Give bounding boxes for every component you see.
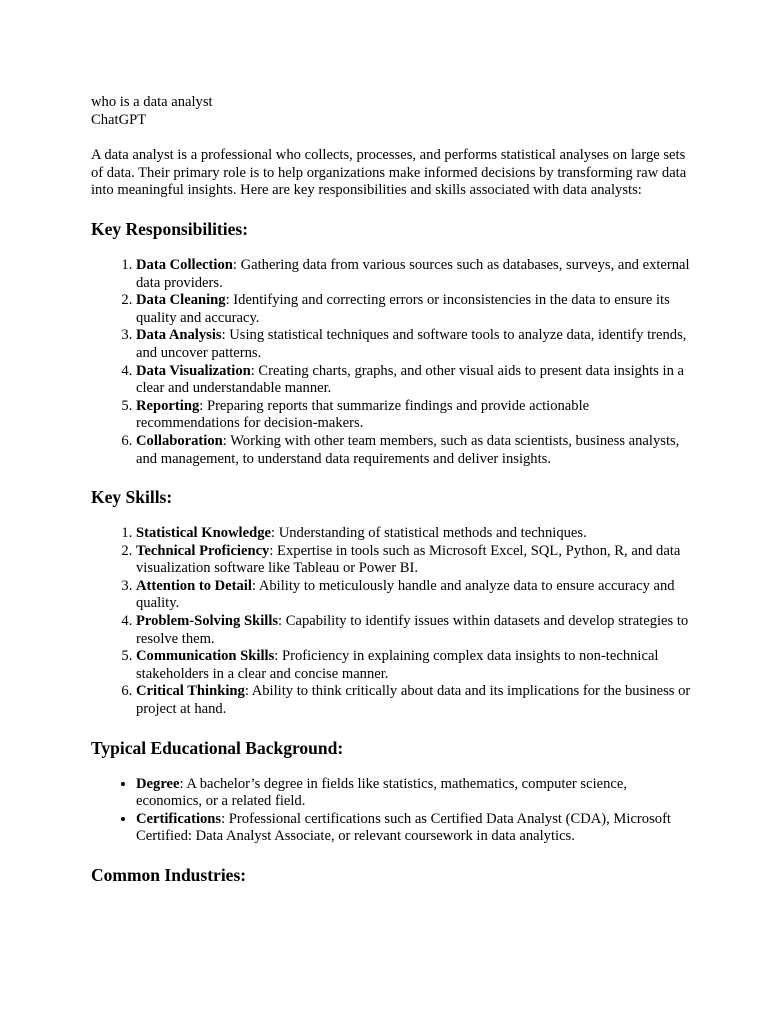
- item-text: : Gathering data from various sources such as databases, surveys, and external data providers.: [136, 256, 690, 291]
- list-item: [136, 433, 691, 468]
- item-text: : Creating charts, graphs, and other visual aids to present data insights in a clear and understandable manner.: [136, 362, 684, 397]
- item-text: : Expertise in tools such as Microsoft Excel, SQL, Python, R, and data visualization software like Tableau or Power BI.: [136, 542, 681, 577]
- question-text: who is a data analyst: [91, 94, 213, 110]
- item-text: : Working with other team members, such as data scientists, business analysts, and management, to understand data requirements and deliver insights.: [136, 432, 680, 467]
- list-item: [136, 257, 691, 292]
- industries-heading: Common Industries:: [91, 865, 247, 885]
- item-text: : Professional certifications such as Certified Data Analyst (CDA), Microsoft Certified: Data Analyst Associate, or relevant coursework in data analytics.: [136, 810, 671, 845]
- skills-list: [91, 525, 691, 719]
- speaker-label: ChatGPT: [91, 111, 147, 128]
- list-item: [136, 398, 691, 433]
- list-item: [136, 811, 691, 846]
- list-item: [136, 648, 691, 683]
- item-term: Statistical Knowledge: [136, 525, 271, 542]
- responsibilities-list: [91, 257, 691, 468]
- item-term: Data Visualization: [136, 362, 251, 379]
- item-term: Reporting: [136, 397, 200, 414]
- list-item: [136, 683, 691, 718]
- item-text: : Identifying and correcting errors or inconsistencies in the data to ensure its quality and accuracy.: [136, 292, 670, 326]
- item-term: Data Cleaning: [136, 292, 226, 309]
- education-heading: Typical Educational Background:: [91, 737, 344, 758]
- item-text: : Ability to think critically about data and its implications for the business or project at hand.: [136, 683, 691, 718]
- item-term: Problem-Solving Skills: [136, 613, 279, 630]
- item-term: Certifications: [136, 810, 222, 827]
- list-item: [136, 776, 691, 811]
- item-term: Technical Proficiency: [136, 542, 270, 559]
- item-text: : A bachelor’s degree in fields like statistics, mathematics, computer science, economics, or a related field.: [136, 775, 628, 810]
- item-text: : Proficiency in explaining complex data insights to non-technical stakeholders in a clear and concise manner.: [136, 648, 659, 682]
- item-term: Degree: [136, 775, 180, 792]
- document-page: [91, 94, 691, 903]
- intro-paragraph: A data analyst is a professional who collects, processes, and performs statistical analyses on large sets of data. Their primary role is to help organizations make informed decisions by transforming raw data into meaningful insights. Here are key responsibilities and skills associated with data analysts:: [91, 147, 687, 199]
- list-item: [136, 613, 691, 648]
- item-term: Attention to Detail: [136, 577, 252, 594]
- list-item: [136, 327, 691, 362]
- education-list: [91, 776, 691, 846]
- item-term: Data Collection: [136, 256, 233, 273]
- list-item: [136, 525, 691, 543]
- item-term: Data Analysis: [136, 327, 222, 344]
- item-text: : Ability to meticulously handle and analyze data to ensure accuracy and quality.: [136, 577, 675, 612]
- list-item: [136, 543, 691, 578]
- list-item: [136, 578, 691, 613]
- responsibilities-heading: Key Responsibilities:: [91, 218, 249, 239]
- item-text: : Understanding of statistical methods and techniques.: [271, 525, 587, 542]
- list-item: [136, 363, 691, 398]
- item-term: Critical Thinking: [136, 683, 245, 700]
- item-text: : Capability to identify issues within datasets and develop strategies to resolve them.: [136, 613, 689, 647]
- item-term: Collaboration: [136, 432, 223, 449]
- item-text: : Using statistical techniques and software tools to analyze data, identify trends, and uncover patterns.: [136, 327, 687, 361]
- skills-heading: Key Skills:: [91, 487, 173, 508]
- item-text: : Preparing reports that summarize findings and provide actionable recommendations for decision-makers.: [136, 397, 590, 432]
- item-term: Communication Skills: [136, 648, 275, 665]
- list-item: [136, 292, 691, 327]
